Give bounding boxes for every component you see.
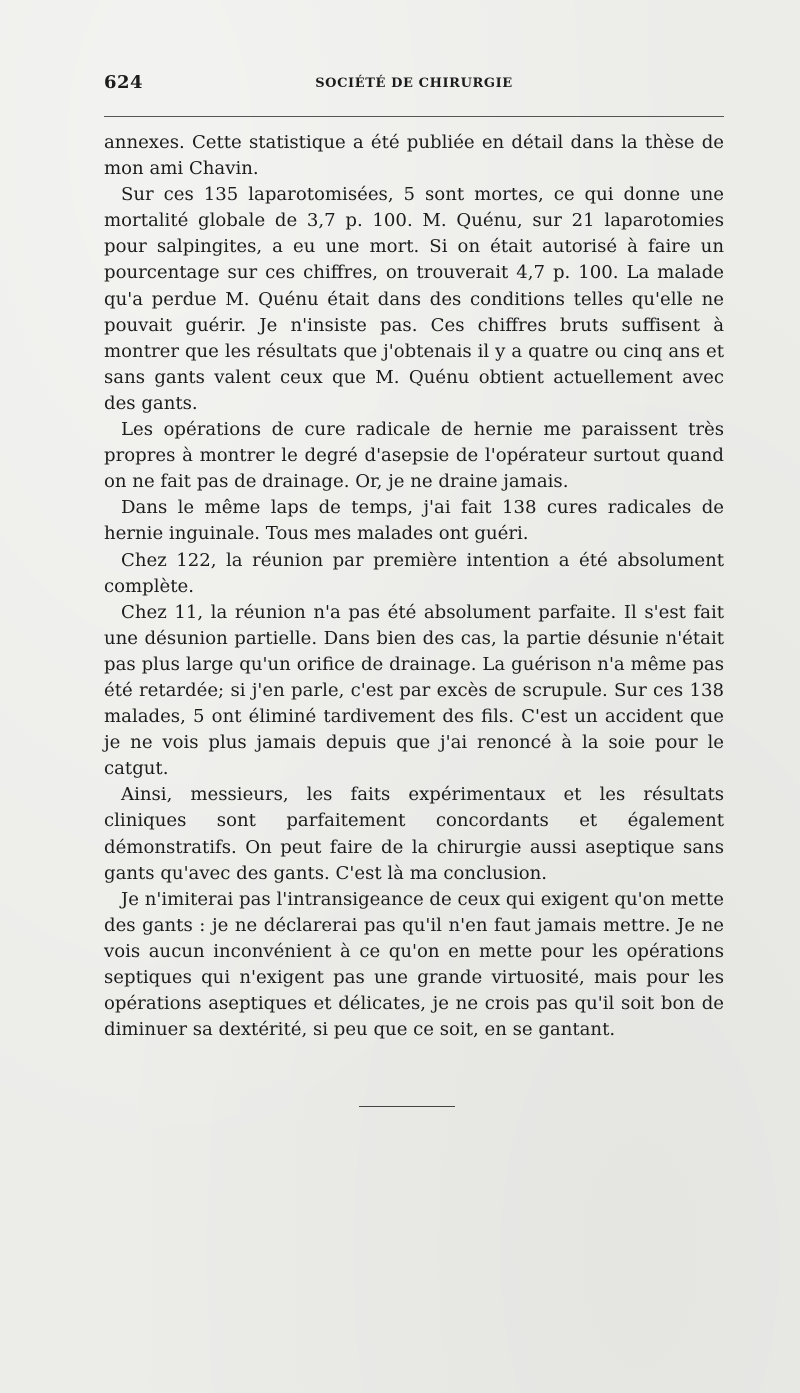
paragraph-laparotomy-statistics: Sur ces 135 laparotomisées, 5 sont mortes, ce qui donne une mortalité globale de 3,7 p. 100. M. Quénu, sur 21 laparotomies pour salpingites, a eu une mort. Si on était autorisé à faire un pourcentage sur ces chiffres, on trouverait 4,7 p. 100. La malade qu'a perdue M. Quénu était dans des conditions telles qu'elle ne pouvait guérir. Je n'insiste pas. Ces chiffres bruts suffisent à montrer que les résultats que j'obtenais il y a quatre ou cinq ans et sans gants valent ceux que M. Quénu obtient actuellement avec des gants.	[104, 184, 724, 414]
header-rule	[104, 116, 724, 117]
paragraph-gloves-opinion: Je n'imiterai pas l'intransigeance de ceux qui exigent qu'on mette des gants : je ne déclarerai pas qu'il n'en faut jamais mettre. Je ne vois aucun inconvénient à ce qu'on en mette pour les opérations septiques qui n'exigent pas une grande virtuosité, mais pour les opérations aseptiques et délicates, je ne crois pas qu'il soit bon de diminuer sa dextérité, si peu que ce soit, en se gantant.	[104, 888, 724, 1041]
paragraph-inguinal-hernia-cures: Dans le même laps de temps, j'ai fait 138 cures radicales de hernie inguinale. Tous mes malades ont guéri.	[104, 497, 724, 545]
paragraph-conclusion: Ainsi, messieurs, les faits expérimentaux et les résultats cliniques sont parfaitement concordants et également démonstratifs. On peut faire de la chirurgie aussi aseptique sans gants qu'avec des gants. C'est là ma conclusion.	[104, 784, 724, 884]
end-rule	[359, 1106, 455, 1107]
body-text	[104, 130, 724, 1043]
running-title: SOCIÉTÉ DE CHIRURGIE	[315, 76, 513, 91]
paragraph-hernia-operations: Les opérations de cure radicale de hernie me paraissent très propres à montrer le degré d'asepsie de l'opérateur surtout quand on ne fait pas de drainage. Or, je ne draine jamais.	[104, 419, 724, 493]
paragraph-continuation: annexes. Cette statistique a été publiée en détail dans la thèse de mon ami Chavin.	[104, 132, 724, 180]
running-head	[104, 70, 724, 98]
paragraph-first-intention: Chez 122, la réunion par première intention a été absolument complète.	[104, 549, 724, 597]
paragraph-partial-disunion: Chez 11, la réunion n'a pas été absolument parfaite. Il s'est fait une désunion partielle. Dans bien des cas, la partie désunie n'était pas plus large qu'un orifice de drainage. La guérison n'a même pas été retardée; si j'en parle, c'est par excès de scrupule. Sur ces 138 malades, 5 ont éliminé tardivement des fils. C'est un accident que je ne vois plus jamais depuis que j'ai renoncé à la soie pour le catgut.	[104, 601, 724, 780]
page-number: 624	[104, 72, 144, 93]
